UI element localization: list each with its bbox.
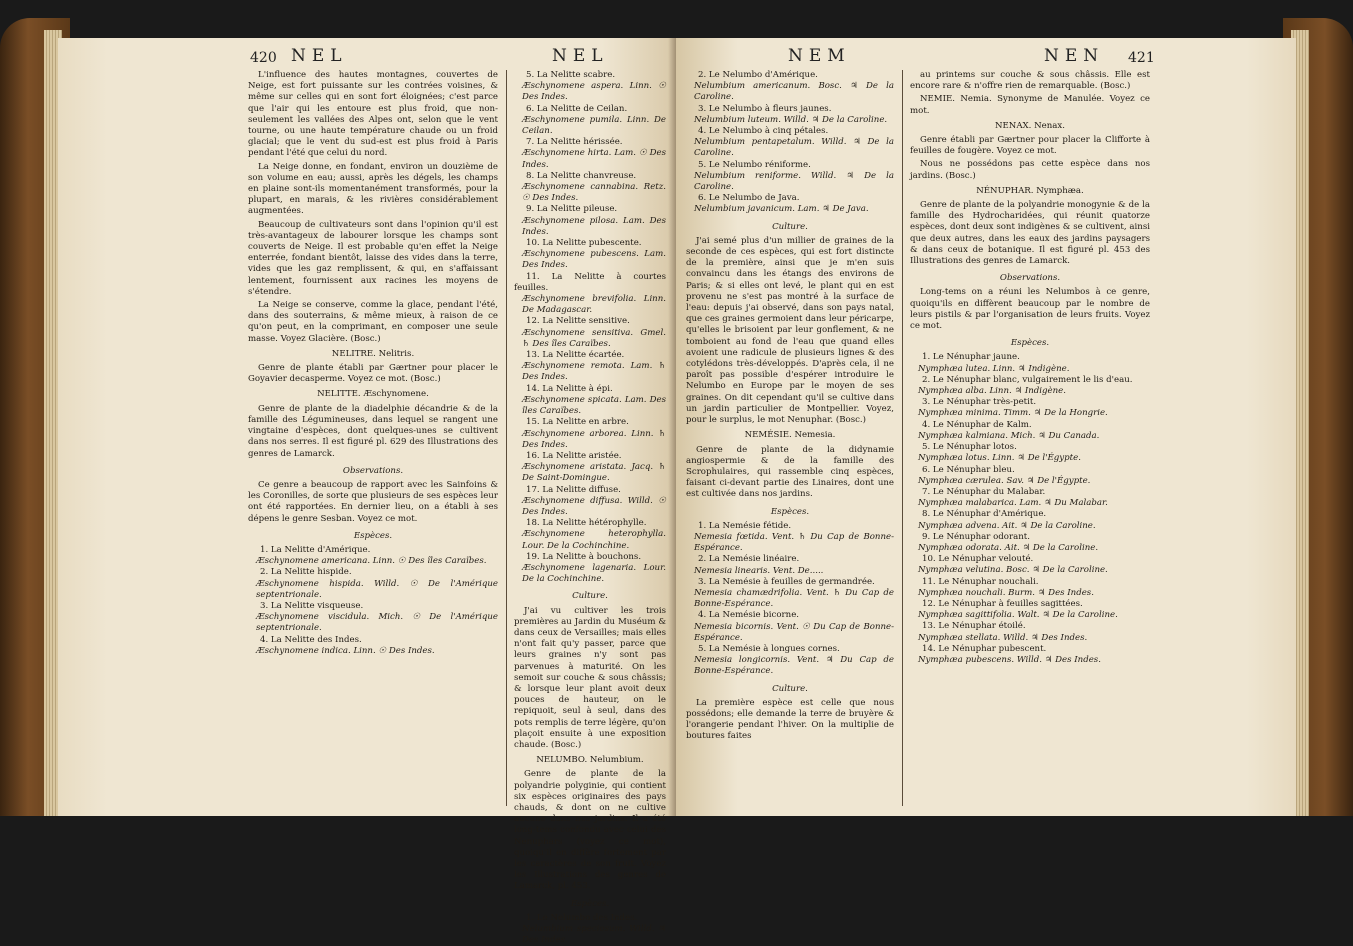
paragraph: Nous ne possédons pas cette espèce dans nos jardins. (Bosc.) [910, 159, 1150, 181]
paragraph: Genre de plante de la didynamie angiospermie & de la famille des Scrophulaires, qui rassemble cinq espèces, faisant ci-devant partie des Linaires, dont une est cultivée dans nos jardins. [686, 444, 894, 500]
right-running-head [676, 46, 1296, 68]
species-entry: 7. Le Nénuphar du Malabar. [922, 486, 1046, 497]
paragraph: La première espèce est celle que nous possédons; elle demande la terre de bruyère & l'orangerie pendant l'hiver. On la multiplie de boutures faites [686, 697, 894, 742]
species-name: Nymphæa alba. Linn. ♃ Indigène. [918, 386, 1066, 397]
species-entry: 6. La Nelitte de Ceilan. [526, 103, 628, 114]
species-entry: 3. La Nemésie à feuilles de germandrée. [698, 576, 875, 587]
entry-heading: NELUMBO. Nelumbium. [536, 755, 644, 766]
species-entry: 1. Le Nelumbo des Indes. [526, 912, 638, 923]
species-entry: 9. La Nelitte pileuse. [526, 204, 618, 215]
left-page-column-2 [514, 70, 666, 946]
species-entry: 4. Le Nelumbo à cinq pétales. [698, 126, 829, 137]
species-entry: 10. Le Nénuphar velouté. [922, 554, 1034, 565]
species-entry: 5. Le Nénuphar lotos. [922, 442, 1017, 453]
species-name: Æschynomene lagenaria. Lour. De la Cochinchine. [522, 562, 666, 585]
species-name: Æschynomene pilosa. Lam. Des Indes. [522, 215, 666, 237]
paragraph: L'influence des hautes montagnes, couvertes de Neige, est fort puissante sur les contrées voisines, & même sur celles qui en sont fort éloignées; c'est parce que l'air qui les entoure est plus froid, que non-seulement les vallées des Alpes ont, selon que le vent tourne, ou une haute température chaude ou un froid glacial; que le vent du sud-est est plus froid à Paris pendant l'été que celui du nord. [248, 70, 498, 159]
species-name: Æschynomene pumila. Linn. De Ceilan. [522, 114, 666, 137]
species-entry: 14. La Nelitte à épi. [526, 383, 613, 394]
species-name: Nemesia chamædrifolia. Vent. ♄ Du Cap de Bonne-Espérance. [694, 587, 894, 610]
paragraph: Genre établi par Gærtner pour placer la Clifforte à feuilles de fougère. Voyez ce mot. [910, 135, 1150, 157]
paragraph: Genre de plante de la diadelphie décandrie & de la famille des Légumineuses, dans lequel se rangent une vingtaine d'espèces, dont quelques-unes se cultivent dans nos serres. Il est figuré pl. 629 des Illustrations des genres de Lamarck. [248, 403, 498, 459]
species-name: Æschynomene aspera. Linn. ☉ Des Indes. [522, 81, 666, 103]
paragraph: La Neige donne, en fondant, environ un douzième de son volume en eau; aussi, après les dégels, les champs en plaine sont-ils momentanément transformés, pour la plupart, en marais, & les rivières considérablement augmentées. [248, 161, 498, 217]
species-name: Nemesia fœtida. Vent. ♄ Du Cap de Bonne-Espérance. [694, 531, 894, 554]
species-name: Æschynomene spicata. Lam. Des îles Caraïbes. [522, 394, 666, 417]
right-page-column-2 [910, 70, 1150, 666]
entry-heading: NELITTE. Æschynomene. [317, 389, 429, 400]
species-entry: 12. La Nelitte sensitive. [526, 316, 630, 327]
species-entry: 11. La Nelitte à courtes feuilles. [514, 271, 666, 293]
species-name: Nelumbium americanum. Bosc. ♃ De la Caroline. [694, 81, 894, 103]
entry-heading: NEMÉSIE. Nemesia. [744, 430, 836, 441]
right-page-number: 421 [1128, 50, 1155, 66]
species-entry: 1. La Nelitte d'Amérique. [260, 544, 371, 555]
species-entry: 18. La Nelitte hétérophylle. [526, 518, 647, 529]
species-name: Nymphæa kalmiana. Mich. ♃ Du Canada. [918, 430, 1100, 441]
paragraph: Genre de plante de la polyandrie monogynie & de la famille des Hydrocharidées, qui réunit quatorze espèces, dont deux sont indigènes & se cultivent, ainsi que deux autres, dans les eaux des jardins paysagers & dans ceux de botanique. Il est figuré pl. 453 des Illustrations des genres de Lamarck. [910, 200, 1150, 267]
species-name: Nemesia linearis. Vent. De..... [694, 565, 824, 576]
species-name: Nelumbium speciosum. Willd. ♃ Des Indes. [522, 924, 666, 946]
species-entry: 5. La Nemésie à longues cornes. [698, 643, 840, 654]
column-rule [902, 70, 903, 806]
species-name: Nelumbium reniforme. Willd. ♃ De la Caroline. [694, 170, 894, 193]
species-entry: 3. Le Nénuphar très-petit. [922, 397, 1037, 408]
species-name: Æschynomene hispida. Willd. ☉ De l'Amérique septentrionale. [256, 578, 498, 600]
species-name: Nymphæa stellata. Willd. ♃ Des Indes. [918, 632, 1088, 643]
species-name: Nymphæa odorata. Ait. ♃ De la Caroline. [918, 542, 1099, 553]
species-entry: 2. Le Nénuphar blanc, vulgairement le lis d'eau. [922, 374, 1133, 385]
species-entry: 1. La Nemésie fétide. [698, 520, 792, 531]
species-name: Nymphæa nouchali. Burm. ♃ Des Indes. [918, 587, 1094, 598]
species-name: Nymphæa malabarica. Lam. ♃ Du Malabar. [918, 498, 1108, 509]
species-name: Æschynomene hirta. Lam. ☉ Des Indes. [522, 148, 666, 170]
species-name: Nelumbium javanicum. Lam. ♃ De Java. [694, 204, 869, 215]
section-heading: Espèces. [353, 530, 393, 541]
species-entry: 2. Le Nelumbo d'Amérique. [698, 70, 818, 80]
section-heading: Espèces. [570, 898, 610, 909]
species-entry: 6. Le Nelumbo de Java. [698, 193, 800, 204]
species-name: Nymphæa pubescens. Willd. ♃ Des Indes. [918, 654, 1101, 665]
species-entry: 10. La Nelitte pubescente. [526, 238, 642, 249]
species-name: Æschynomene cannabina. Retz. ☉ Des Indes. [522, 182, 666, 204]
section-heading: Espèces. [1010, 338, 1050, 349]
section-heading: Espèces. [770, 506, 810, 517]
entry-heading: NENAX. Nenax. [995, 120, 1065, 131]
species-entry: 15. La Nelitte en arbre. [526, 417, 629, 428]
paragraph: NEMIE. Nemia. Synonyme de Manulée. Voyez ce mot. [910, 94, 1150, 116]
paragraph: au printems sur couche & sous châssis. Elle est encore rare & n'offre rien de remarquable. (Bosc.) [910, 70, 1150, 92]
species-entry: 4. La Nemésie bicorne. [698, 610, 800, 621]
species-entry: 9. Le Nénuphar odorant. [922, 531, 1030, 542]
species-name: Nemesia bicornis. Vent. ☉ Du Cap de Bonne-Espérance. [694, 621, 894, 643]
left-running-head-word: NEL [291, 46, 348, 66]
species-entry: 19. La Nelitte à bouchons. [526, 551, 642, 562]
species-name: Æschynomene indica. Linn. ☉ Des Indes. [256, 645, 435, 656]
species-entry: 8. La Nelitte chanvreuse. [526, 170, 637, 181]
species-name: Nymphæa lutea. Linn. ♃ Indigène. [918, 363, 1070, 374]
species-entry: 14. Le Nénuphar pubescent. [922, 643, 1047, 654]
species-name: Nymphæa cærulea. Sav. ♃ De l'Égypte. [918, 475, 1091, 486]
paragraph: J'ai vu cultiver les trois premières au Jardin du Muséum & dans ceux de Versailles; mais elles n'ont fait qu'y passer, parce que leurs graines n'y sont pas parvenues à maturité. On les semoit sur couche & sous châssis; & lorsque leur plant avoit deux pouces de hauteur, on le repiquoit, seul à seul, dans des pots remplis de terre légère, qu'on plaçoit ensuite à une exposition chaude. (Bosc.) [514, 605, 666, 750]
species-entry: 4. La Nelitte des Indes. [260, 634, 362, 645]
right-page [676, 38, 1296, 816]
left-page-column-1 [248, 70, 498, 657]
species-entry: 8. Le Nénuphar d'Amérique. [922, 509, 1047, 520]
species-name: Æschynomene diffusa. Willd. ☉ Des Indes. [522, 495, 666, 517]
species-name: Æschynomene heterophylla. Lour. De la Cochinchine. [522, 529, 666, 551]
species-entry: 5. La Nelitte scabre. [526, 70, 616, 80]
species-entry: 4. Le Nénuphar de Kalm. [922, 419, 1032, 430]
species-entry: 17. La Nelitte diffuse. [526, 484, 621, 495]
species-name: Nymphæa lotus. Linn. ♃ De l'Égypte. [918, 453, 1081, 464]
species-name: Nelumbium pentapetalum. Willd. ♃ De la Caroline. [694, 137, 894, 159]
paragraph: Beaucoup de cultivateurs sont dans l'opinion qu'il est très-avantageux de labourer lorsque les champs sont couverts de Neige. Il est probable qu'en effet la Neige enterrée, fondant bientôt, laisse des vides dans la terre, vides que les gaz remplissent, & qui, en s'affaissant lentement, fournissent aux racines les moyens de s'étendre. [248, 219, 498, 297]
entry-heading: NELITRE. Nelitris. [331, 348, 415, 359]
species-entry: 7. La Nelitte hérissée. [526, 137, 623, 148]
paragraph: J'ai semé plus d'un millier de graines de la seconde de ces espèces, qui est fort distincte de la première, ainsi que je m'en suis convaincu dans les étangs des environs de Paris; & si elles ont levé, le plant qui en est provenu ne s'est pas montré à la surface de l'eau: depuis j'ai observé, dans son pays natal, que ces graines germoient dans leur péricarpe, qu'elles le brisoient par leur gonflement, & ne tomboient au fond de l'eau que quand elles avoient une radicule de plusieurs lignes & des cotylédons très-développés. D'après cela, il ne paroît pas possible d'espérer introduire le Nelumbo en Europe par le moyen de ses graines. On dit cependant qu'il se cultive dans un jardin particulier de Montpellier. Voyez, pour le surplus, le mot Nenuphar. (Bosc.) [686, 235, 894, 426]
species-entry: 3. La Nelitte visqueuse. [260, 600, 364, 611]
species-entry: 2. La Nelitte hispide. [260, 567, 352, 578]
species-entry: 6. Le Nénuphar bleu. [922, 464, 1015, 475]
species-entry: 1. Le Nénuphar jaune. [922, 352, 1020, 363]
species-name: Æschynomene sensitiva. Gmel. ♄ Des îles Caraïbes. [522, 327, 666, 349]
left-page [58, 38, 676, 946]
species-entry: 12. Le Nénuphar à feuilles sagittées. [922, 598, 1083, 609]
species-name: Æschynomene brevifolia. Linn. De Madagascar. [522, 294, 666, 316]
paragraph: La Neige se conserve, comme la glace, pendant l'été, dans des souterrains, & même mieux, à raison de ce qu'on peut, en la comprimant, en composer une seule masse. Voyez Glacière. (Bosc.) [248, 300, 498, 344]
paragraph: Long-tems on a réuni les Nelumbos à ce genre, quoiqu'ils en diffèrent beaucoup par le nombre de leurs pistils & par l'organisation de leurs fruits. Voyez ce mot. [910, 287, 1150, 332]
right-page-column-1 [686, 70, 894, 745]
species-name: Nelumbium luteum. Willd. ♃ De la Caroline. [694, 114, 888, 125]
species-entry: 16. La Nelitte aristée. [526, 450, 622, 461]
paragraph: Ce genre a beaucoup de rapport avec les Sainfoins & les Coronilles, de sorte que plusieurs de ses espèces leur ont été rapportées. En dernier lieu, on a établi à ses dépens le genre Sesban. Voyez ce mot. [248, 479, 498, 524]
left-running-head-word-col2: NEL [552, 46, 609, 66]
right-running-head-left-word: NEM [788, 46, 851, 66]
species-name: Nymphæa minima. Timm. ♃ De la Hongrie. [918, 408, 1108, 419]
species-name: Nymphæa velutina. Bosc. ♃ De la Caroline. [918, 565, 1108, 576]
species-entry: 2. La Nemésie linéaire. [698, 554, 800, 565]
species-entry: 13. La Nelitte écartée. [526, 350, 625, 361]
species-name: Nymphæa sagittifolia. Walt. ♃ De la Caroline. [918, 610, 1118, 621]
species-name: Nymphæa advena. Ait. ♃ De la Caroline. [918, 520, 1096, 531]
species-name: Nemesia longicornis. Vent. ♃ Du Cap de Bonne-Espérance. [694, 655, 894, 677]
species-name: Æschynomene arborea. Linn. ♄ Des Indes. [522, 428, 666, 450]
paragraph: Genre de plante de la polyandrie polyginie, qui contient six espèces originaires des pays chauds, & dont on ne cultive aucune dans nos jardins. Il a été long-tems confondu avec celui des Nenuphars (voyez ce mot), quoiqu'il en diffère fortement par les caractères de son fruit. Voyez les Illustrations des genres de Lamarck, pl. 453. [514, 769, 666, 892]
paragraph: Genre de plante établi par Gærtner pour placer le Goyavier decasperme. Voyez ce mot. (Bosc.) [248, 363, 498, 385]
species-entry: 13. Le Nénuphar étoilé. [922, 621, 1026, 632]
species-entry: 11. Le Nénuphar nouchali. [922, 576, 1039, 587]
section-heading: Culture. [572, 591, 608, 602]
section-heading: Culture. [772, 683, 808, 694]
species-name: Æschynomene americana. Linn. ☉ Des îles Caraïbes. [256, 556, 487, 567]
left-running-head [58, 46, 676, 68]
column-rule [506, 70, 507, 806]
section-heading: Culture. [772, 221, 808, 232]
entry-heading: NÉNUPHAR. Nymphæa. [976, 185, 1084, 196]
section-heading: Observations. [999, 273, 1061, 284]
species-entry: 3. Le Nelumbo à fleurs jaunes. [698, 103, 832, 114]
species-name: Æschynomene aristata. Jacq. ♄ De Saint-Domingue. [522, 462, 666, 484]
species-name: Æschynomene remota. Lam. ♄ Des Indes. [522, 361, 666, 383]
species-entry: 5. Le Nelumbo réniforme. [698, 159, 811, 170]
right-running-head-right-word: NEN [1044, 46, 1105, 66]
section-heading: Observations. [342, 465, 404, 476]
left-page-number: 420 [250, 50, 277, 66]
species-name: Æschynomene viscidula. Mich. ☉ De l'Amérique septentrionale. [256, 612, 498, 634]
species-name: Æschynomene pubescens. Lam. Des Indes. [522, 249, 666, 271]
